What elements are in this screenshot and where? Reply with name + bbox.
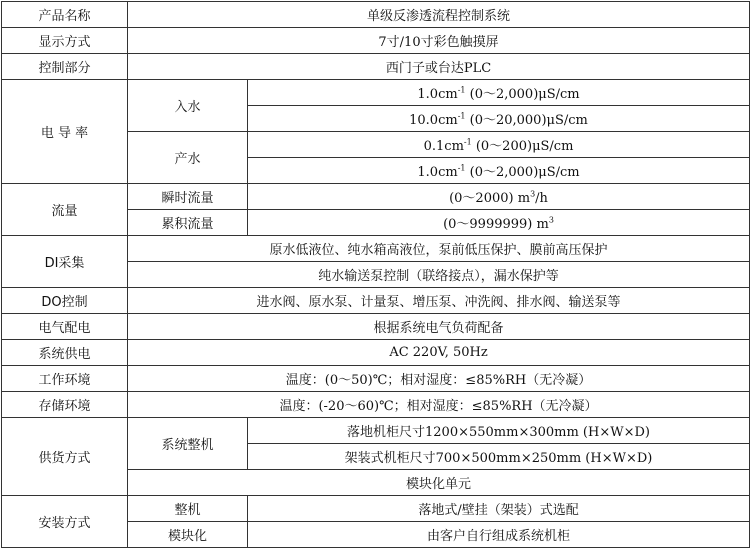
electrical-value: 根据系统电气负荷配备 [128, 314, 750, 340]
row-supply-complete-1 [2, 418, 750, 444]
do-label: DO控制 [2, 288, 128, 314]
cumulative-flow-label: 累积流量 [128, 210, 248, 236]
control-value: 西门子或台达PLC [128, 54, 750, 80]
display-value: 7寸/10寸彩色触摸屏 [128, 28, 750, 54]
inlet-value-1: $1.0cm^{-1}$ (0～2,000)μS/cm [248, 80, 750, 106]
product-water-value-2: $1.0cm^{-1}$ (0～2,000)μS/cm [248, 158, 750, 184]
spec-table [1, 1, 750, 548]
display-label: 显示方式 [2, 28, 128, 54]
flow-label: 流量 [2, 184, 128, 236]
di-value-1: 原水低液位、纯水箱高液位，泵前低压保护、膜前高压保护 [128, 236, 750, 262]
row-install-complete [2, 496, 750, 522]
control-label: 控制部分 [2, 54, 128, 80]
inlet-value-2: $10.0cm^{-1}$ (0～20,000)μS/cm [248, 106, 750, 132]
working-env-label: 工作环境 [2, 366, 128, 392]
supply-complete-value-1: 落地机柜尺寸1200×550mm×300mm (H×W×D) [248, 418, 750, 444]
row-working-env [2, 366, 750, 392]
supply-complete-value-2: 架装式机柜尺寸700×500mm×250mm (H×W×D) [248, 444, 750, 470]
power-value: AC 220V, 50Hz [128, 340, 750, 366]
electrical-label: 电气配电 [2, 314, 128, 340]
conductivity-label: 电 导 率 [2, 80, 128, 184]
row-storage-env [2, 392, 750, 418]
supply-complete-label: 系统整机 [128, 418, 248, 470]
row-product-name [2, 2, 750, 28]
install-label: 安装方式 [2, 496, 128, 548]
install-module-value: 由客户自行组成系统机柜 [248, 522, 750, 548]
install-complete-label: 整机 [128, 496, 248, 522]
product-name-label: 产品名称 [2, 2, 128, 28]
storage-env-label: 存储环境 [2, 392, 128, 418]
product-name-value: 单级反渗透流程控制系统 [128, 2, 750, 28]
product-water-value-1: $0.1cm^{-1}$ (0～200)μS/cm [248, 132, 750, 158]
working-env-value: 温度：(0～50)℃；相对湿度：≤85%RH（无冷凝） [128, 366, 750, 392]
row-do [2, 288, 750, 314]
row-di-1 [2, 236, 750, 262]
inlet-label: 入水 [128, 80, 248, 132]
supply-module-value: 模块化单元 [128, 470, 750, 496]
instant-flow-label: 瞬时流量 [128, 184, 248, 210]
row-control [2, 54, 750, 80]
row-flow-instant [2, 184, 750, 210]
power-label: 系统供电 [2, 340, 128, 366]
product-water-label: 产水 [128, 132, 248, 184]
row-electrical [2, 314, 750, 340]
install-module-label: 模块化 [128, 522, 248, 548]
storage-env-value: 温度：(-20～60)℃；相对湿度：≤85%RH（无冷凝） [128, 392, 750, 418]
row-conductivity-inlet-1 [2, 80, 750, 106]
di-value-2: 纯水输送泵控制（联络接点），漏水保护等 [128, 262, 750, 288]
supply-label: 供货方式 [2, 418, 128, 496]
cumulative-flow-value: (0～9999999) $m^3$ [248, 210, 750, 236]
do-value: 进水阀、原水泵、计量泵、增压泵、冲洗阀、排水阀、输送泵等 [128, 288, 750, 314]
row-power [2, 340, 750, 366]
di-label: DI采集 [2, 236, 128, 288]
install-complete-value: 落地式/壁挂（架装）式选配 [248, 496, 750, 522]
instant-flow-value: (0～2000) $m^3/h$ [248, 184, 750, 210]
row-display [2, 28, 750, 54]
